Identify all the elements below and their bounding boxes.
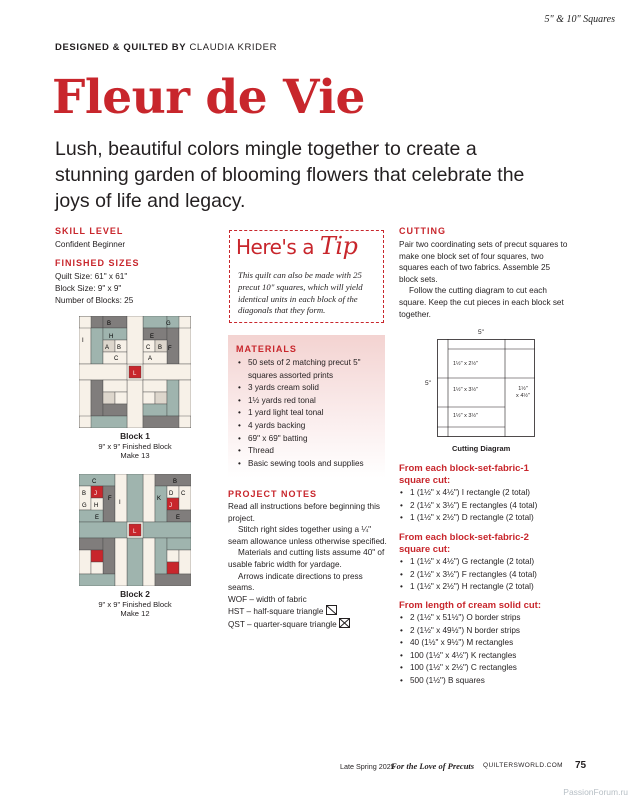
cutting-intro: [399, 239, 569, 320]
cut-item: • 1 (1½" x 4½") I rectangle (2 total): [399, 487, 579, 500]
cut-item: • 1 (1½" x 2½") H rectangle (2 total): [399, 581, 579, 594]
materials-item: • Thread: [237, 445, 377, 458]
cut-item: • 100 (1½" x 4½") K rectangles: [399, 650, 579, 663]
cut-group-3-heading: From length of cream solid cut:: [399, 600, 541, 611]
block-1-size: 9" x 9" Finished Block: [98, 441, 172, 451]
svg-text:G: G: [82, 503, 87, 509]
diagram-left-dim: 5": [425, 380, 431, 387]
svg-text:L: L: [133, 371, 137, 377]
finished-sizes-heading: FINISHED SIZES: [55, 258, 140, 268]
cut-item: • 2 (1½" x 49½") N border strips: [399, 625, 579, 638]
materials-item: • 1 yard light teal tonal: [237, 407, 377, 420]
cut-item: • 1 (1½" x 2½") D rectangle (2 total): [399, 512, 579, 525]
cutting-heading: CUTTING: [399, 226, 446, 236]
note-paragraph-2: Stitch right sides together using a ¼" seam allowance unless otherwise specified.: [228, 525, 387, 546]
svg-text:C: C: [181, 491, 186, 497]
cut-group-3-list: [399, 612, 579, 688]
cut-group-2-heading: From each block-set-fabric-2 square cut:: [399, 532, 529, 555]
cut-item: • 1 (1½" x 4½") G rectangle (2 total): [399, 556, 579, 569]
page-title: Fleur de Vie: [52, 70, 365, 125]
diagram-piece-4b: x 4½": [516, 393, 530, 399]
svg-text:I: I: [82, 338, 84, 344]
block-1-caption: [75, 432, 195, 461]
svg-text:I: I: [119, 500, 121, 506]
note-paragraph-3: Materials and cutting lists assume 40" of usable fabric width for yardage.: [228, 548, 385, 569]
svg-text:B: B: [117, 345, 122, 351]
note-hst: HST – half-square triangle: [228, 607, 324, 617]
svg-text:L: L: [133, 529, 137, 535]
cut-item: • 2 (1½" x 3½") E rectangles (4 total): [399, 500, 579, 513]
cut-item: • 2 (1½" x 3½") F rectangles (4 total): [399, 569, 579, 582]
note-wof: WOF – width of fabric: [228, 594, 307, 604]
quilt-size: Quilt Size: 61" x 61": [55, 272, 128, 281]
block-2-size: 9" x 9" Finished Block: [98, 599, 172, 609]
cut-item: • 40 (1½" x 9½") M rectangles: [399, 637, 579, 650]
number-of-blocks: Number of Blocks: 25: [55, 296, 134, 305]
cut-item: • 100 (1½" x 2½") C rectangles: [399, 662, 579, 675]
materials-item: • 1½ yards red tonal: [237, 395, 377, 408]
cut-group-2-list: [399, 556, 579, 594]
materials-list: [237, 357, 377, 470]
diagram-top-dim: 5": [478, 329, 484, 336]
materials-item: • 3 yards cream solid: [237, 382, 377, 395]
svg-text:B: B: [107, 321, 112, 327]
svg-text:A: A: [148, 356, 153, 362]
project-notes-body: [228, 501, 390, 631]
materials-item: • 69" x 69" batting: [237, 433, 377, 446]
block-1-diagram: [79, 316, 191, 428]
diagram-piece-4: [511, 386, 535, 400]
materials-item: • 50 sets of 2 matching precut 5" squares assorted prints: [237, 357, 377, 382]
designer-name: CLAUDIA KRIDER: [189, 42, 278, 53]
byline: [55, 42, 277, 53]
svg-text:B: B: [82, 491, 87, 497]
svg-text:E: E: [150, 334, 155, 340]
block-2-title: Block 2: [120, 589, 150, 599]
cutting-paragraph-2: Follow the cutting diagram to cut each square. Keep the cut pieces in each block set together.: [399, 286, 564, 319]
svg-text:F: F: [168, 346, 172, 352]
svg-text:J: J: [94, 491, 97, 497]
block-2-caption: [75, 590, 195, 619]
svg-text:K: K: [157, 496, 162, 502]
skill-level-heading: SKILL LEVEL: [55, 226, 124, 236]
svg-text:H: H: [109, 334, 114, 340]
footer-magazine: For the Love of Precuts: [391, 761, 475, 771]
materials-item: • Basic sewing tools and supplies: [237, 458, 377, 471]
section-tag: 5" & 10" Squares: [544, 14, 615, 25]
block-size: Block Size: 9" x 9": [55, 284, 122, 293]
svg-text:B: B: [173, 479, 178, 485]
cut-group-1-heading: From each block-set-fabric-1 square cut:: [399, 463, 529, 486]
svg-text:A: A: [105, 345, 110, 351]
block-1-make: Make 13: [120, 451, 150, 460]
tip-title-b: Tip: [319, 232, 358, 260]
lead-paragraph: Lush, beautiful colors mingle together to create a stunning garden of blooming flowers that celebrate the joys of life and legacy.: [55, 138, 525, 212]
diagram-piece-3: 1½" x 3½": [453, 413, 479, 419]
note-paragraph-1: Read all instructions before beginning this project.: [228, 502, 381, 523]
diagram-piece-1: 1½" x 2½": [453, 361, 479, 367]
svg-text:D: D: [169, 491, 174, 497]
svg-text:C: C: [92, 479, 97, 485]
diagram-piece-2: 1½" x 3½": [453, 387, 479, 393]
tip-body: This quilt can also be made with 25 precut 10" squares, which will yield identical units in each block of the diagonals that they form.: [238, 270, 363, 316]
svg-text:C: C: [114, 356, 119, 362]
cutting-diagram-caption: Cutting Diagram: [452, 444, 511, 453]
diagram-piece-4a: 1½": [518, 386, 528, 392]
svg-text:C: C: [146, 345, 151, 351]
note-paragraph-4: Arrows indicate directions to press seams.: [228, 571, 363, 593]
svg-text:B: B: [158, 345, 163, 351]
svg-text:J: J: [169, 503, 172, 509]
tip-title-a: Here's a: [236, 235, 314, 259]
project-notes-heading: PROJECT NOTES: [228, 489, 318, 499]
note-qst: QST – quarter-square triangle: [228, 619, 337, 629]
note-qst-line: [228, 618, 390, 631]
page-number: 75: [575, 760, 587, 771]
watermark: PassionForum.ru: [563, 787, 628, 797]
block-2-diagram: [79, 474, 191, 586]
block-1-title: Block 1: [120, 431, 150, 441]
svg-text:F: F: [108, 496, 112, 502]
cutting-paragraph-1: Pair two coordinating sets of precut squares to make one block set of four squares, two squares each of two fabrics. Assemble 25 block sets.: [399, 240, 568, 284]
hst-icon: [326, 605, 337, 615]
svg-text:E: E: [176, 515, 181, 521]
svg-text:H: H: [94, 503, 99, 509]
byline-label: DESIGNED & QUILTED BY: [55, 42, 187, 53]
svg-text:E: E: [95, 515, 100, 521]
cut-item: • 500 (1½") B squares: [399, 675, 579, 688]
skill-level-value: Confident Beginner: [55, 240, 126, 249]
footer-website: QUILTERSWORLD.COM: [483, 762, 563, 769]
footer-issue: Late Spring 2025: [340, 762, 395, 771]
cut-item: • 2 (1½" x 51½") O border strips: [399, 612, 579, 625]
materials-item: • 4 yards backing: [237, 420, 377, 433]
tip-title: [236, 232, 357, 260]
materials-heading: MATERIALS: [236, 344, 297, 354]
qst-icon: [339, 618, 350, 628]
block-2-make: Make 12: [120, 609, 150, 618]
svg-text:G: G: [166, 321, 171, 327]
note-hst-line: [228, 605, 390, 618]
cut-group-1-list: [399, 487, 579, 525]
